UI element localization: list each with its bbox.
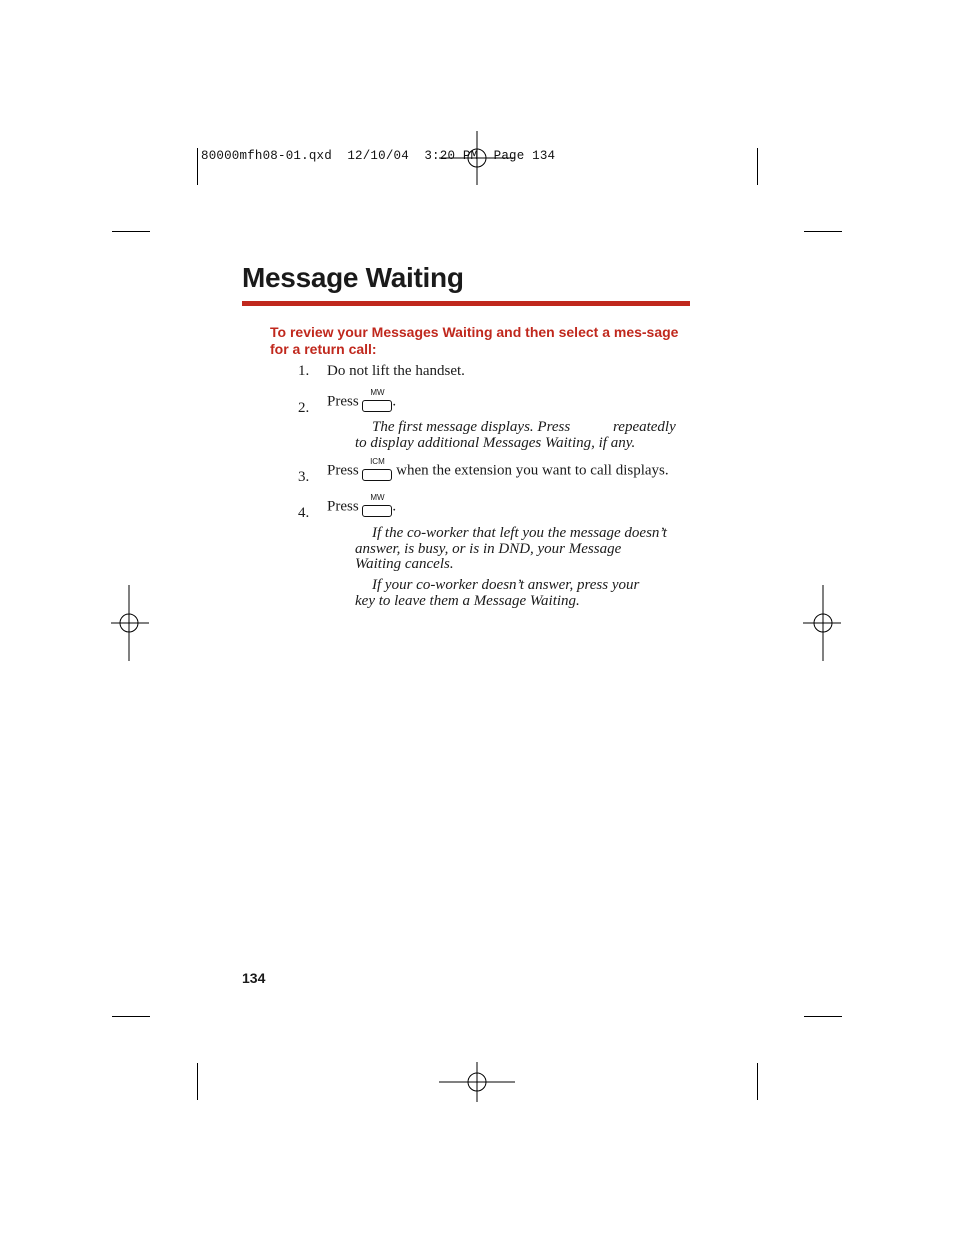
step-note: to display additional Messages Waiting, if any.: [355, 435, 636, 451]
step-note: key to leave them a Message Waiting.: [355, 593, 580, 609]
key-label: MW: [370, 388, 385, 397]
crop-mark: [197, 1063, 198, 1100]
file-slug: 80000mfh08-01.qxd 12/10/04 3:20 PM Page 134: [201, 149, 556, 163]
crop-mark: [112, 1016, 150, 1017]
press-label: Press: [327, 393, 359, 410]
step-number: 1.: [298, 363, 310, 379]
crop-mark: [112, 231, 150, 232]
page-title: Message Waiting: [242, 262, 464, 293]
step-text: [327, 493, 397, 517]
step-note: If the co-worker that left you the message doesn’t: [372, 525, 667, 541]
key-label: ICM: [370, 457, 385, 466]
step-text-tail: when the extension you want to call displays.: [396, 462, 669, 479]
title-rule: [242, 301, 690, 306]
crop-mark: [804, 231, 842, 232]
key-label: MW: [370, 493, 385, 502]
step-punct: .: [392, 498, 397, 515]
step-number: 4.: [298, 505, 310, 521]
icm-key-icon: [362, 457, 392, 481]
mw-key-icon: [362, 388, 392, 412]
press-label: Press: [327, 462, 359, 479]
step-note: repeatedly: [613, 419, 676, 435]
mw-key-icon: [362, 493, 392, 517]
page-number: 134: [242, 970, 266, 986]
step-punct: .: [392, 393, 397, 410]
step-text: [327, 388, 397, 412]
step-number: 3.: [298, 469, 310, 485]
section-subheading: To review your Messages Waiting and then select a mes-sage for a return call:: [270, 324, 679, 357]
step-note: Waiting cancels.: [355, 556, 454, 572]
step-note: If your co-worker doesn’t answer, press your: [372, 577, 640, 593]
crop-mark: [804, 1016, 842, 1017]
press-label: Press: [327, 498, 359, 515]
registration-mark-icon: [439, 1044, 515, 1120]
crop-mark: [757, 1063, 758, 1100]
crop-mark: [757, 148, 758, 185]
registration-mark-icon: [439, 131, 515, 207]
step-note: answer, is busy, or is in DND, your Message: [355, 541, 622, 557]
step-text: [327, 457, 669, 481]
step-note: The first message displays. Press: [372, 419, 571, 435]
step-text: Do not lift the handset.: [327, 363, 465, 379]
step-number: 2.: [298, 400, 310, 416]
crop-mark: [197, 148, 198, 185]
registration-mark-icon: [785, 585, 861, 661]
registration-mark-icon: [91, 585, 167, 661]
